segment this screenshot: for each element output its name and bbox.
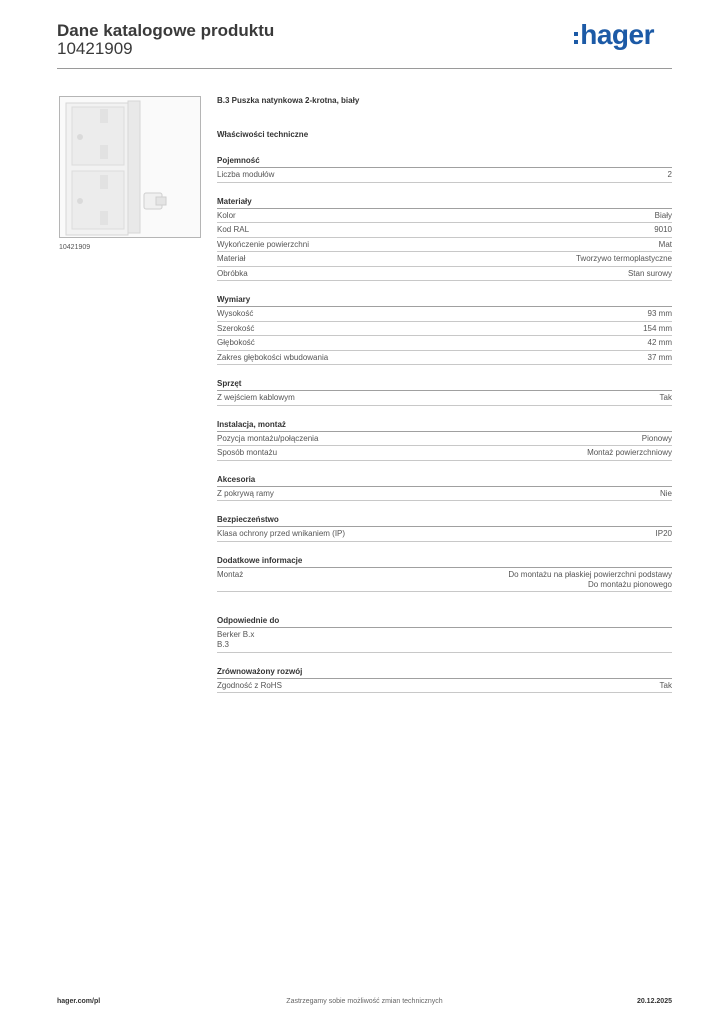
property-label: Obróbka — [217, 268, 248, 278]
section-title: Instalacja, montaż — [217, 420, 672, 432]
property-value: Tak — [659, 393, 672, 402]
section-bezpieczenstwo — [217, 515, 672, 542]
property-value: Pionowy — [641, 433, 672, 443]
property-value: Biały — [654, 210, 672, 220]
property-value: Stan surowy — [627, 268, 672, 278]
property-label: Głębokość — [217, 338, 255, 347]
property-row — [217, 351, 672, 366]
list-item: Berker B.x — [217, 629, 255, 639]
property-row — [217, 322, 672, 337]
section-odpowiednie — [217, 616, 672, 653]
section-title: Dodatkowe informacje — [217, 556, 672, 568]
property-row — [217, 336, 672, 351]
property-value: Montaż powierzchniowy — [587, 448, 672, 457]
property-value: Tworzywo termoplastyczne — [575, 254, 672, 263]
product-details — [217, 96, 672, 693]
logo-text: hager — [580, 19, 654, 50]
property-label: Sposób montażu — [217, 448, 278, 457]
property-label: Materiał — [217, 254, 246, 263]
property-row — [217, 446, 672, 461]
property-label: Kolor — [217, 210, 236, 220]
property-label: Zgodność z RoHS — [217, 680, 282, 690]
property-row — [217, 432, 672, 447]
section-title: Materiały — [217, 197, 672, 209]
property-row — [217, 168, 672, 183]
property-label: Kod RAL — [217, 225, 250, 234]
section-title: Zrównoważony rozwój — [217, 667, 672, 679]
property-label: Wysokość — [217, 309, 254, 318]
section-title: Sprzęt — [217, 379, 672, 391]
property-row — [217, 679, 672, 694]
property-value-line: Do montażu pionowego — [587, 579, 672, 589]
property-label: Montaż — [217, 569, 244, 579]
property-value-line: Do montażu na płaskiej powierzchni podstawy — [508, 569, 672, 579]
section-title: Pojemność — [217, 156, 672, 168]
property-value: 2 — [667, 170, 672, 179]
property-row — [217, 223, 672, 238]
property-label: Wykończenie powierzchni — [217, 239, 309, 249]
property-label: Szerokość — [217, 323, 255, 333]
product-name: B.3 Puszka natynkowa 2-krotna, biały — [217, 96, 360, 105]
section-title: Odpowiednie do — [217, 616, 672, 628]
section-title: Bezpieczeństwo — [217, 515, 672, 527]
property-value: 9010 — [654, 225, 672, 234]
surface-box-illustration — [60, 97, 200, 237]
property-row — [217, 568, 672, 592]
property-value: 154 mm — [643, 323, 672, 333]
property-label: Liczba modułów — [217, 170, 275, 179]
footer-website: hager.com/pl — [57, 998, 101, 1005]
property-value: 93 mm — [647, 309, 672, 318]
section-title: Akcesoria — [217, 475, 672, 487]
property-row — [217, 238, 672, 253]
property-label: Z wejściem kablowym — [217, 393, 295, 402]
section-zrownowazony — [217, 667, 672, 694]
property-value: 37 mm — [647, 352, 672, 362]
property-value: Mat — [658, 239, 672, 249]
property-value: Nie — [659, 488, 672, 498]
logo-dots-icon — [574, 32, 578, 44]
hager-logo — [574, 20, 654, 50]
property-label: Pozycja montażu/połączenia — [217, 433, 319, 443]
image-caption: 10421909 — [59, 244, 91, 251]
page-header — [57, 20, 672, 69]
property-label: Zakres głębokości wbudowania — [217, 352, 329, 362]
footer-date: 20.12.2025 — [636, 998, 672, 1005]
property-row — [217, 391, 672, 406]
section-title: Wymiary — [217, 295, 672, 307]
property-value: IP20 — [655, 529, 672, 538]
property-row — [217, 527, 672, 542]
product-image — [59, 96, 201, 238]
section-dodatkowe — [217, 556, 672, 592]
section-materialy — [217, 197, 672, 282]
section-sprzet — [217, 379, 672, 406]
property-row — [217, 252, 672, 267]
section-akcesoria — [217, 475, 672, 502]
technical-properties-heading: Właściwości techniczne — [217, 130, 309, 139]
product-number: 10421909 — [57, 39, 133, 58]
property-row — [217, 307, 672, 322]
section-pojemnosc — [217, 156, 672, 183]
property-row — [217, 267, 672, 282]
footer-disclaimer: Zastrzegamy sobie możliwość zmian technicznych — [286, 998, 443, 1005]
property-value — [508, 570, 672, 590]
property-label: Z pokrywą ramy — [217, 488, 274, 498]
section-instalacja — [217, 420, 672, 461]
property-value: 42 mm — [647, 338, 672, 347]
document-title: Dane katalogowe produktu — [57, 21, 275, 40]
compatible-list — [217, 628, 672, 653]
property-label: Klasa ochrony przed wnikaniem (IP) — [217, 529, 346, 538]
section-wymiary — [217, 295, 672, 365]
property-row — [217, 209, 672, 224]
property-value: Tak — [659, 680, 672, 690]
property-row — [217, 487, 672, 502]
list-item: B.3 — [217, 639, 230, 649]
